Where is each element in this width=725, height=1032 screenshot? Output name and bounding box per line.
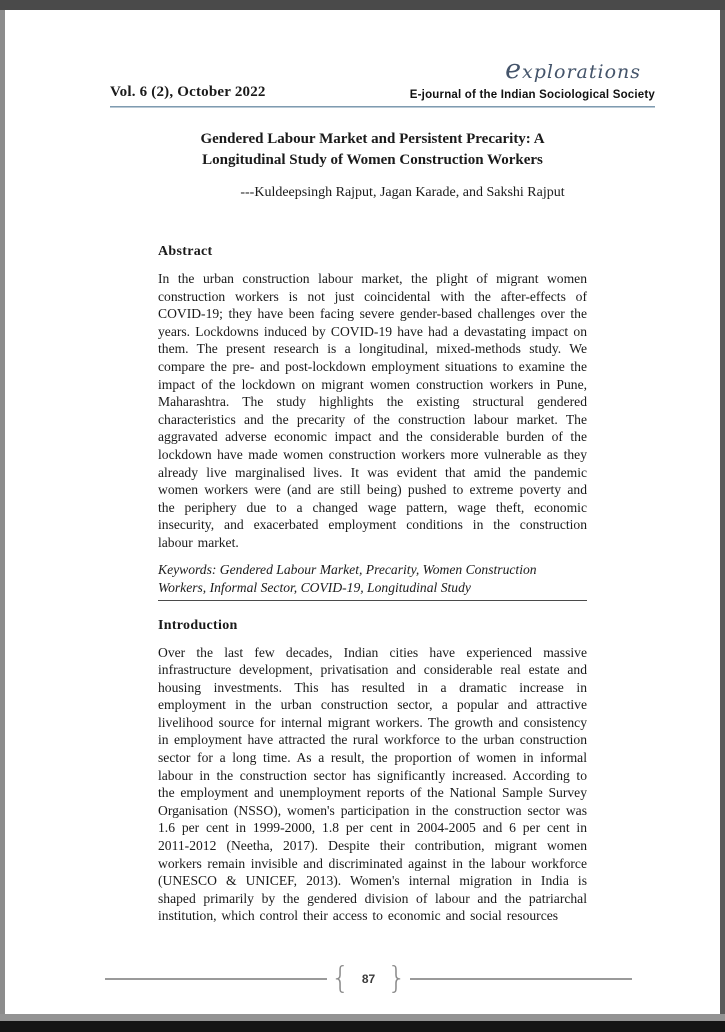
article-title: Gendered Labour Market and Persistent Precarity: A Longitudinal Study of Women Construction Workers [200, 131, 545, 168]
scan-border-right [720, 10, 725, 1024]
article-content [158, 129, 587, 925]
journal-name: E-journal of the Indian Sociological Society [409, 89, 655, 101]
header-divider-rule [110, 106, 655, 108]
page-footer [105, 961, 632, 996]
page-header [110, 54, 655, 101]
explorations-logo: explorations [505, 54, 641, 85]
introduction-paragraph: Over the last few decades, Indian cities have experienced massive infrastructure development, privatisation and considerable real estate and housing investments. This has resulted in a dramatic increase in employment in the urban construction sector, a popular and attractive livelihood source for internal migrant workers. The growth and consistency in employment have attracted the rural workforce to the urban construction sector for a long time. As a result, the proportion of women in informal labour in the construction sector has significantly increased. According to the employment and unemployment reports of the National Sample Survey Organisation (NSSO), women's participation in the construction sector was 1.6 per cent in 1999-2000, 1.8 per cent in 2004-2005 and 6 per cent in 2011-2012 (Neetha, 2017). Despite their contribution, migrant women workers remain invisible and discriminated against in the labour workforce (UNESCO & UNICEF, 2013). Women's internal migration in India is shaped primarily by the gendered division of labour and the patriarchal institution, which control their access to economic and social resources [158, 644, 587, 924]
journal-branding [410, 54, 655, 101]
abstract-paragraph: In the urban construction labour market, the plight of migrant women construction workers is not just coincidental with the after-effects of COVID-19; they have been facing severe gender-based challenges over the years. Lockdowns induced by COVID-19 have had a devastating impact on them. The present research is a longitudinal, mixed-methods study. We compare the pre- and post-lockdown employment situations to examine the impact of the lockdown on migrant women construction workers in Pune, Maharashtra. The study highlights the existing structural gendered characteristics and the precarity of the construction labour market. The aggravated adverse economic impact and the considerable burden of the lockdown have made women construction workers more vulnerable as they already live marginalised lives. It was evident that amid the pandemic women workers were (and are still being) pushed to extreme poverty and the periphery due to a changed wage pattern, wage theft, economic insecurity, and exacerbated employment conditions in the construction labour market. [158, 271, 587, 550]
keywords-line: Keywords: Gendered Labour Market, Precarity, Women Construction Workers, Informal Sector, COVID-19, Longitudinal Study [158, 561, 587, 601]
introduction-heading: Introduction [158, 617, 238, 633]
volume-issue-date: Vol. 6 (2), October 2022 [110, 84, 266, 100]
scan-border-bottom-black [0, 1021, 725, 1032]
footer-rule-right [410, 978, 632, 980]
scan-border-top [0, 0, 725, 10]
journal-page [5, 10, 720, 1014]
footer-rule-left [105, 978, 327, 980]
article-authors: ---Kuldeepsingh Rajput, Jagan Karade, and Sakshi Rajput [240, 185, 565, 200]
footer-brace-right: } [387, 961, 407, 996]
footer-brace-left: { [330, 961, 350, 996]
abstract-heading: Abstract [158, 244, 213, 259]
scan-border-bottom-gray [0, 1014, 725, 1021]
page-number: 87 [361, 972, 376, 986]
